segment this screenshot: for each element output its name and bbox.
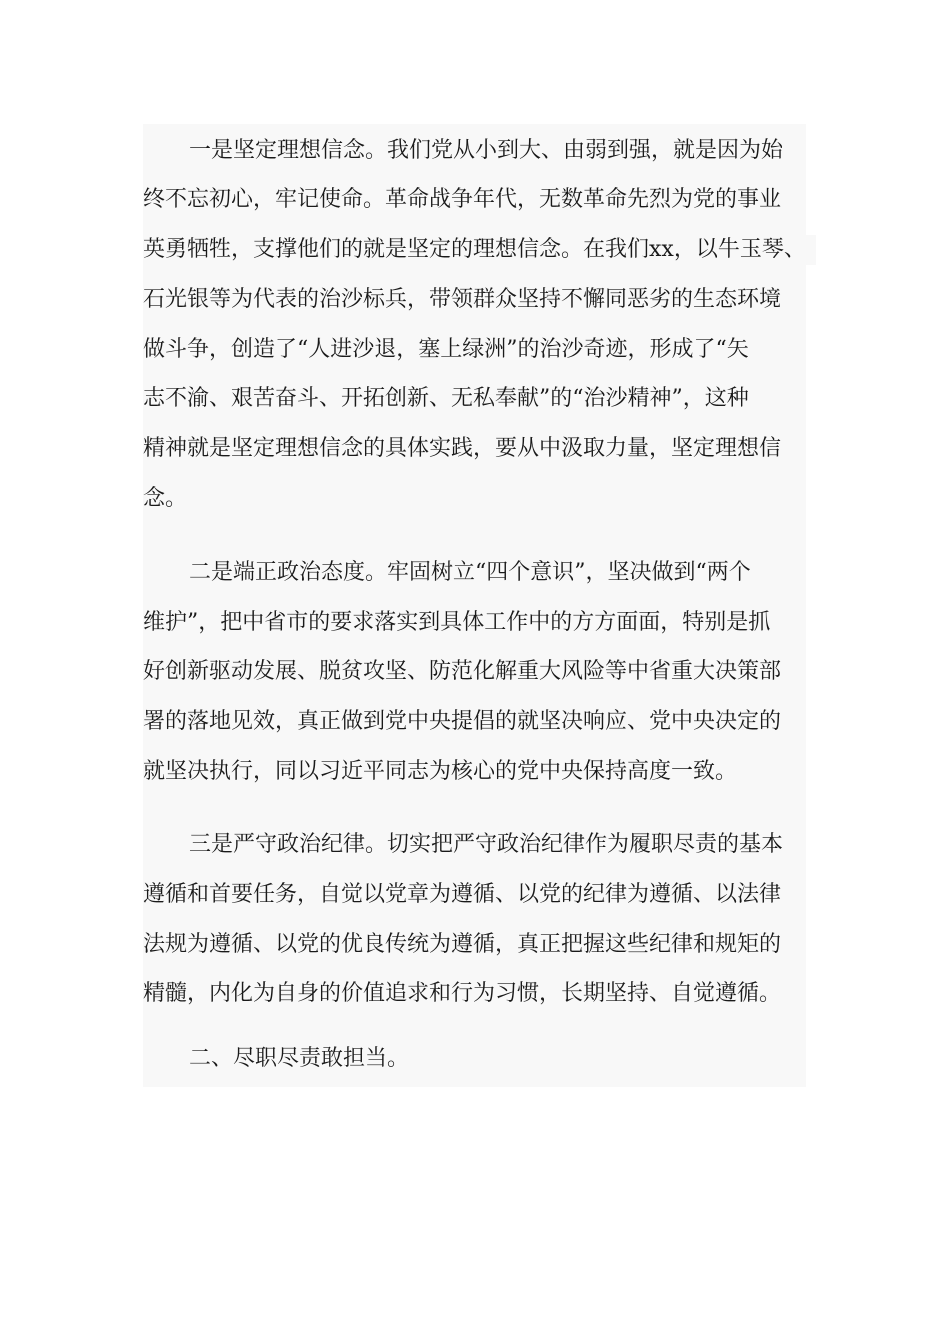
paragraph-1-line-6: 志不渝、艰苦奋斗、开拓创新、无私奉献”的“治沙精神”，这种 xyxy=(143,386,749,411)
paragraph-1-line-5: 做斗争，创造了“人进沙退，塞上绿洲”的治沙奇迹，形成了“矢 xyxy=(143,337,749,362)
section-heading: 二、尽职尽责敢担当。 xyxy=(189,1046,410,1071)
paragraph-1-line-8: 念。 xyxy=(143,486,188,511)
paragraph-2-line-2: 维护”，把中省市的要求落实到具体工作中的方方面面，特别是抓 xyxy=(143,610,771,635)
paragraph-1-line-3: 英勇牺牲，支撑他们的就是坚定的理想信念。在我们xx，以牛玉琴、 xyxy=(143,235,816,265)
paragraph-1-line-2: 终不忘初心，牢记使命。革命战争年代，无数革命先烈为党的事业 xyxy=(143,187,782,212)
paragraph-1-line-7: 精神就是坚定理想信念的具体实践，要从中汲取力量，坚定理想信 xyxy=(143,436,782,461)
paragraph-2-line-5: 就坚决执行，同以习近平同志为核心的党中央保持高度一致。 xyxy=(143,759,738,784)
paragraph-3-line-1: 三是严守政治纪律。切实把严守政治纪律作为履职尽责的基本 xyxy=(189,832,784,857)
paragraph-2-line-1: 二是端正政治态度。牢固树立“四个意识”，坚决做到“两个 xyxy=(189,560,751,585)
paragraph-2-line-3: 好创新驱动发展、脱贫攻坚、防范化解重大风险等中省重大决策部 xyxy=(143,659,782,684)
paragraph-2-line-4: 署的落地见效，真正做到党中央提倡的就坚决响应、党中央决定的 xyxy=(143,709,782,734)
paragraph-3-line-4: 精髓，内化为自身的价值追求和行为习惯，长期坚持、自觉遵循。 xyxy=(143,981,782,1006)
document-body xyxy=(143,124,806,1087)
paragraph-1-line-4: 石光银等为代表的治沙标兵，带领群众坚持不懈同恶劣的生态环境 xyxy=(143,287,782,312)
paragraph-1-line-1: 一是坚定理想信念。我们党从小到大、由弱到强，就是因为始 xyxy=(189,138,784,163)
paragraph-3-line-3: 法规为遵循、以党的优良传统为遵循，真正把握这些纪律和规矩的 xyxy=(143,932,782,957)
paragraph-3-line-2: 遵循和首要任务，自觉以党章为遵循、以党的纪律为遵循、以法律 xyxy=(143,882,782,907)
